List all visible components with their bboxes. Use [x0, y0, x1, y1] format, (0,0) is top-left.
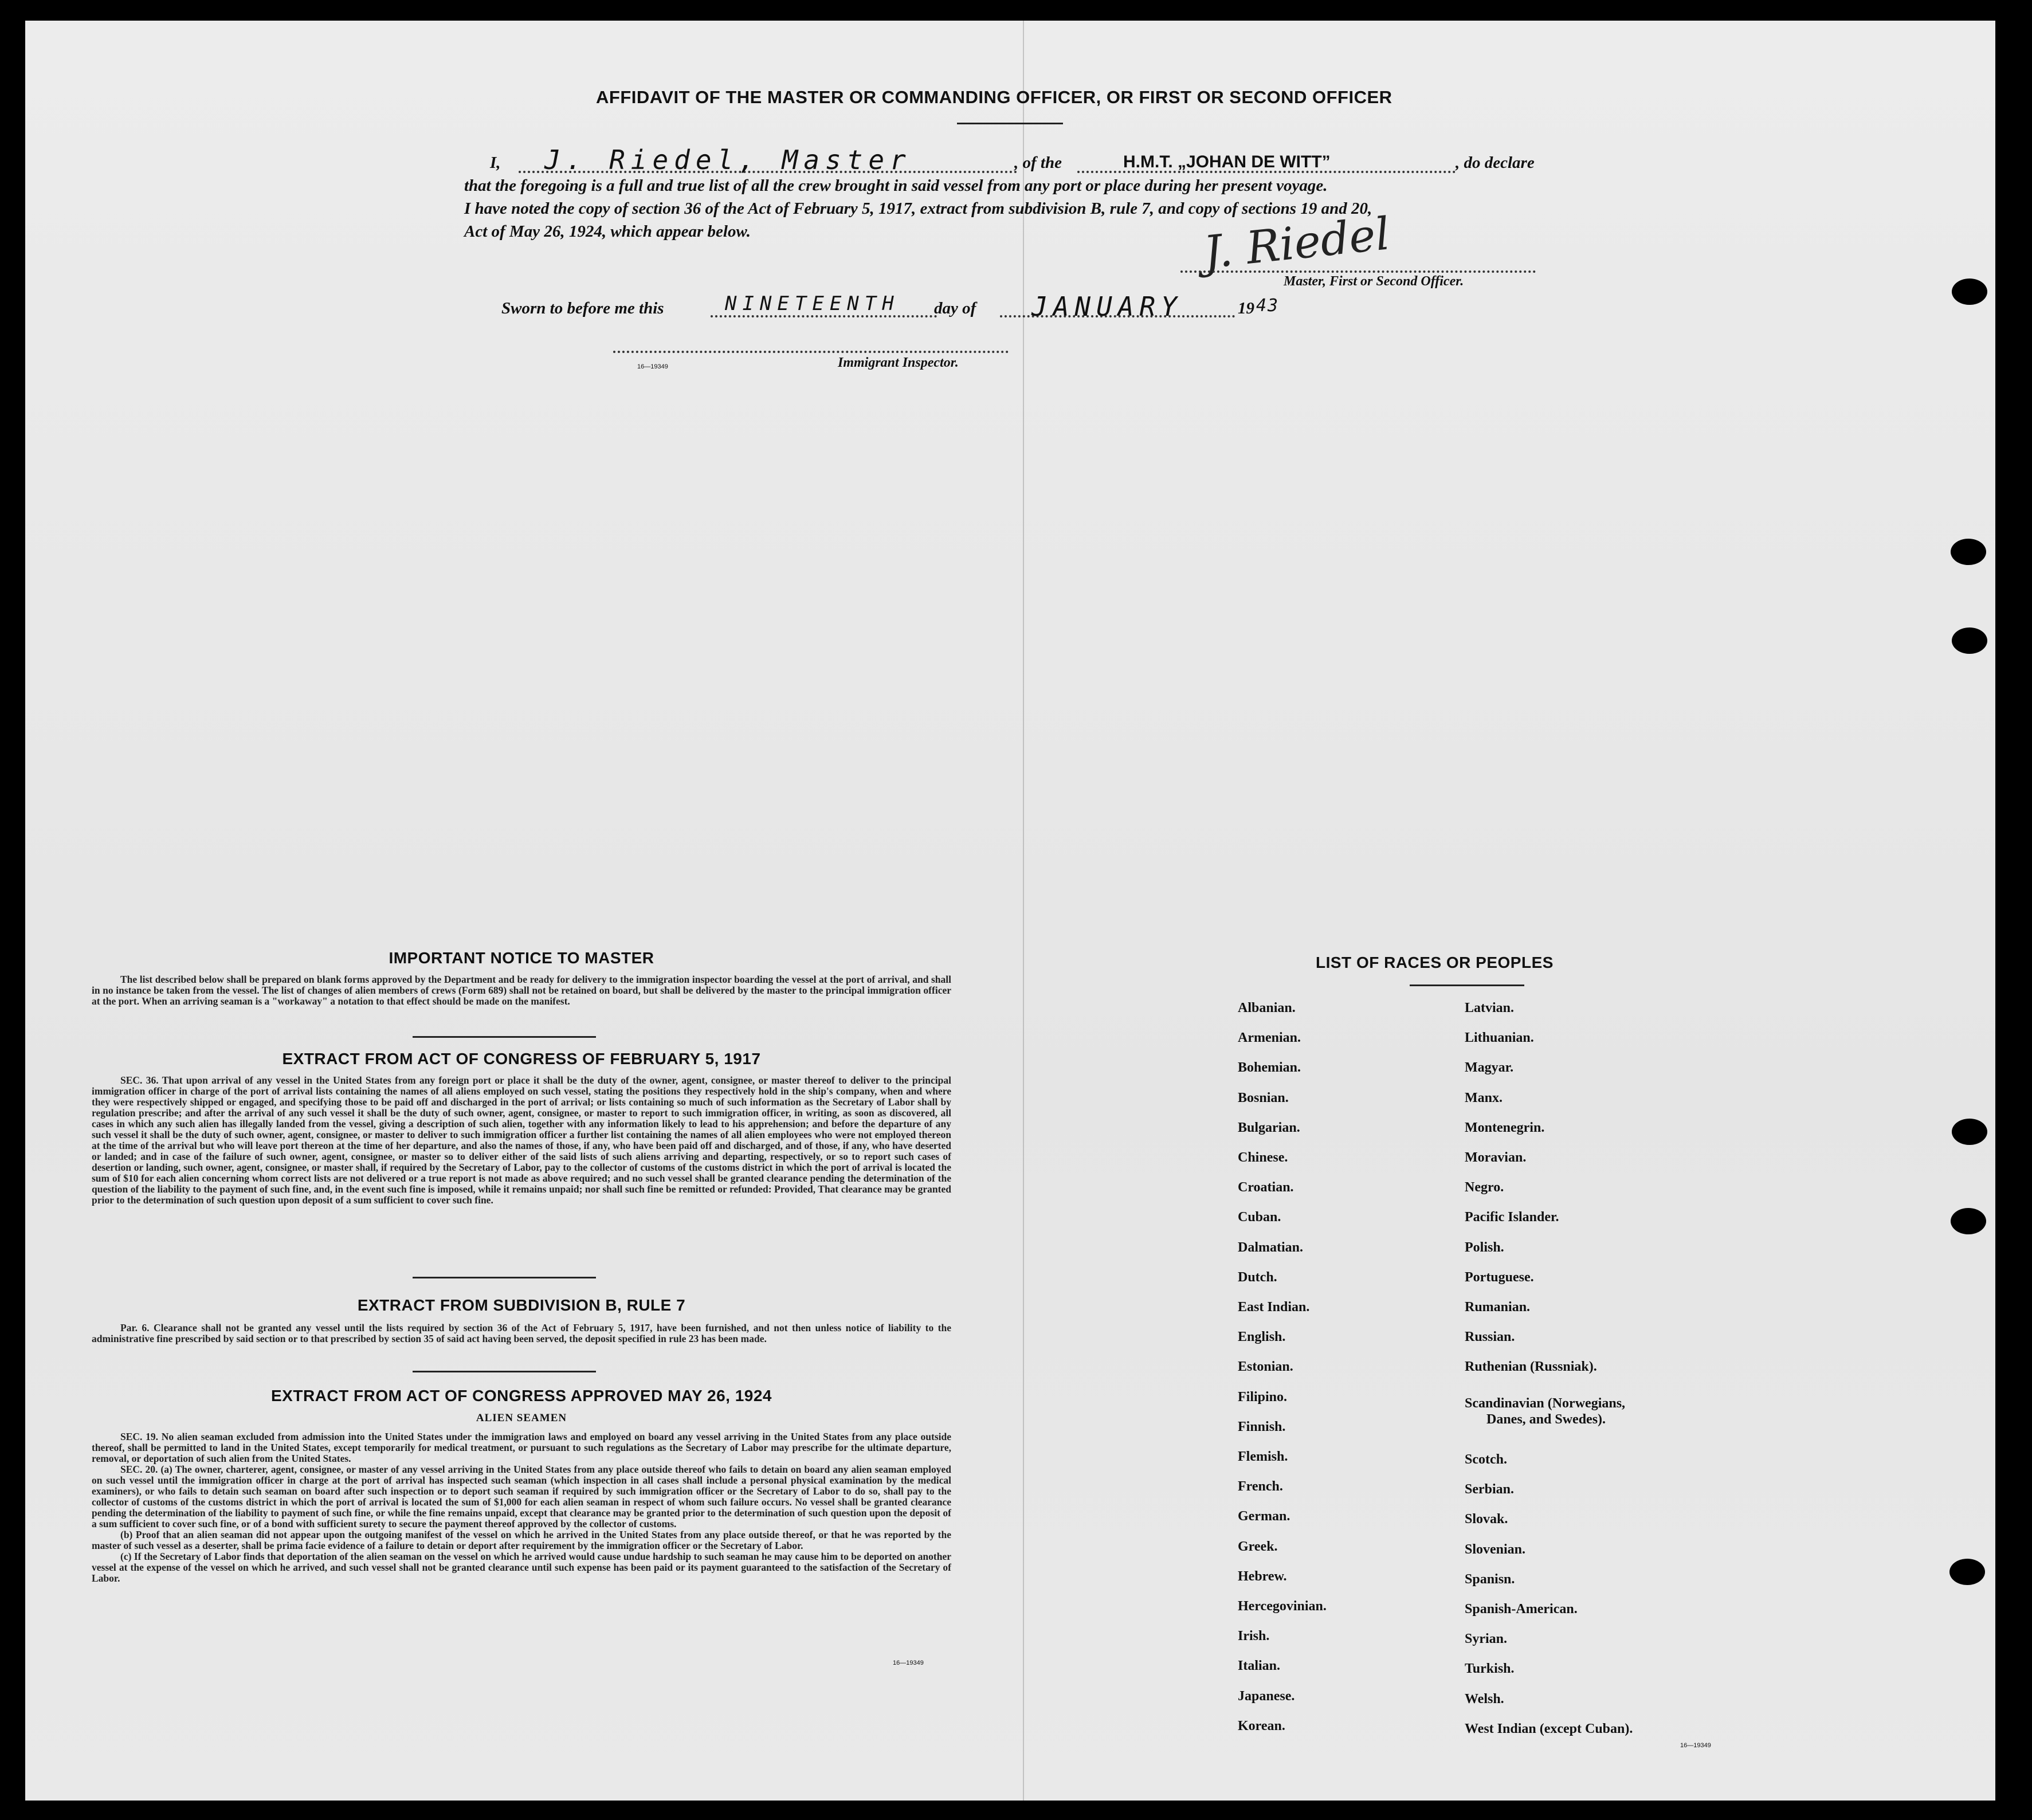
par-6-text: Par. 6. Clearance shall not be granted any vessel until the lists required by section 36 of the Act of February 5, 1917, have been furnished, and not then unless notice of liability to the administrative fine prescribed by said section or to that prescribed by section 35 of said act having been served, the deposit specified in rule 23 has been made. [92, 1322, 951, 1344]
vessel-name: H.M.T. „JOHAN DE WITT” [1123, 152, 1331, 171]
extract-rule7-title: EXTRACT FROM SUBDIVISION B, RULE 7 [357, 1296, 686, 1314]
extract-rule7-body [92, 1323, 951, 1344]
race-item: Estonian. [1238, 1359, 1293, 1375]
notice-body [92, 974, 951, 1007]
sec-20c-paragraph [92, 1551, 951, 1584]
race-item: Italian. [1238, 1658, 1281, 1674]
race-item: Hercegovinian. [1238, 1599, 1327, 1614]
race-item: Rumanian. [1465, 1300, 1531, 1315]
center-fold-line [1023, 21, 1024, 1801]
punch-hole-icon [1949, 1559, 1985, 1585]
affidavit-title: AFFIDAVIT OF THE MASTER OR COMMANDING OFFICER, OR FIRST OR SECOND OFFICER [596, 87, 1392, 107]
form-number: 16—19349 [893, 1660, 924, 1666]
signature-caption: Master, First or Second Officer. [1284, 274, 1464, 289]
race-item: Scandinavian (Norwegians, [1465, 1396, 1626, 1411]
year-prefix: 19 [1238, 299, 1254, 317]
divider [413, 1277, 596, 1278]
race-item: Bulgarian. [1238, 1120, 1300, 1135]
race-item: Russian. [1465, 1329, 1515, 1345]
sec-20c-text: (c) If the Secretary of Labor finds that deportation of the alien seaman on the vessel on which he arrived would cause undue hardship to such seaman he may cause him to be deported on another vessel at the expense of the vessel on which he arrived, and such vessel shall not be granted clearance until such expense has been paid or its payment guaranteed to the satisfaction of the Secretary of Labor. [92, 1551, 951, 1584]
race-item: Syrian. [1465, 1631, 1508, 1647]
form-number: 16—19349 [1680, 1742, 1711, 1749]
races-title: LIST OF RACES OR PEOPLES [1316, 954, 1554, 971]
race-item: Negro. [1465, 1180, 1504, 1195]
sec-20a-text: SEC. 20. (a) The owner, charterer, agent, consignee, or master of any vessel arriving in the United States from any place outside thereof who fails to detain on board any alien seaman employed on such vessel until the immigration officer in charge at the port of arrival has inspected such seaman (which inspection in all cases shall include a personal physical examination by the medical examiners), or who fails to detain such seaman on board after such inspection or to deport such seaman if required by such immigration officer or the Secretary of Labor to do so, shall pay to the collector of customs of the customs district in which the port of arrival is located the sum of $1,000 for each alien seaman in respect of whom such failure occurs. No vessel shall be granted clearance pending the determination of the liability to payment of such fine, or while the fine remains unpaid, except that clearance may be granted prior to the determination of such question upon the deposit of a sum sufficient to cover such fine, or of a bond with sufficient surety to secure the payment thereof approved by the collector of customs. [92, 1464, 951, 1529]
race-item: Portuguese. [1465, 1269, 1534, 1285]
sworn-label: Sworn to before me this [501, 299, 664, 317]
punch-hole-icon [1952, 627, 1987, 654]
divider [413, 1371, 596, 1372]
sworn-month-handwritten: JANUARY [1031, 291, 1183, 322]
sec-20b-paragraph [92, 1529, 951, 1551]
affidavit-line-3: I have noted the copy of section 36 of the Act of February 5, 1917, extract from subdivision B, rule 7, and copy of sections 19 and 20, [464, 199, 1372, 218]
day-blank-line [711, 315, 937, 317]
race-item: English. [1238, 1329, 1286, 1345]
signature-line [1180, 270, 1536, 273]
affidavit-line-4: Act of May 26, 1924, which appear below. [464, 222, 751, 241]
race-item: Finnish. [1238, 1419, 1286, 1434]
do-declare-label: , do declare [1456, 154, 1535, 172]
punch-hole-icon [1952, 279, 1987, 305]
section-36-text: SEC. 36. That upon arrival of any vessel in the United States from any foreign port or place it shall be the duty of the owner, agent, consignee, or master thereof to deliver to the principal immigration officer in charge of the port of arrival lists containing the names of all aliens employed on such vessel, stating the positions they respectively hold in the ship's company, when and where they were respectively shipped or engaged, and specifying those to be paid off and discharged in the port of arrival; or lists containing so much of such information as the Secretary of Labor shall by regulation prescribe; and after the arrival of any such vessel it shall be the duty of such owner, agent, consignee, or master to report to such immigration officer, in writing, as soon as discovered, all cases in which any such alien has illegally landed from the vessel, giving a description of such alien, together with any information likely to lead to his apprehension; and before the departure of any such vessel it shall be the duty of such owner, agent, consignee, or master to deliver to such immigration officer a further list containing the names of all alien employees who were not employed thereon at the time of the arrival but who will leave port thereon at the time of her departure, and also the names of those, if any, who have been paid off and discharged, and of those, if any, who have deserted or landed; and in case of the failure of such owner, agent, consignee, or master so to deliver either of the said lists of such aliens arriving and departing, respectively, or so to report such cases of desertion or landing, such owner, agent, consignee, or master shall, if required by the Secretary of Labor, pay to the collector of customs of the customs district in which the port of arrival is located the sum of $10 for each alien concerning whom correct lists are not delivered or a true report is not made as above required; and no such vessel shall be granted clearance pending the determination of the question of the liability to the payment of such fine, and, in the event such fine is imposed, while it remains unpaid; nor shall such fine be remitted or refunded: Provided, That clearance may be granted prior to the determination of such question upon deposit of a sum sufficient to cover such fine. [92, 1074, 951, 1206]
race-item: Lithuanian. [1465, 1030, 1534, 1046]
race-item: Dalmatian. [1238, 1240, 1303, 1255]
race-item: Hebrew. [1238, 1568, 1287, 1584]
race-item: Latvian. [1465, 1001, 1515, 1015]
race-item: Cuban. [1238, 1210, 1281, 1225]
affidavit-line-2: that the foregoing is a full and true list of all the crew brought in said vessel from any port or place during her present voyage. [464, 176, 1328, 195]
race-item: Albanian. [1238, 1001, 1296, 1015]
sec-19-paragraph [92, 1431, 951, 1464]
race-item: Pacific Islander. [1465, 1210, 1559, 1225]
race-item: Greek. [1238, 1539, 1278, 1554]
race-item: French. [1238, 1479, 1283, 1495]
inspector-signature-line [613, 351, 1009, 353]
race-item: Spanisn. [1465, 1571, 1515, 1587]
race-item: Bosnian. [1238, 1090, 1289, 1105]
sworn-day-handwritten: NINETEENTH [725, 292, 900, 315]
race-item: Slovenian. [1465, 1541, 1526, 1557]
sec-19-text: SEC. 19. No alien seaman excluded from admission into the United States under the immigration laws and employed on board any vessel arriving in the United States from any place outside thereof, shall be permitted to land in the United States, except temporarily for medical treatment, or pursuant to such regulations as the Secretary of Labor may prescribe for the ultimate departure, removal, or deportation of such alien from the United States. [92, 1431, 951, 1464]
race-item: Manx. [1465, 1090, 1503, 1105]
punch-hole-icon [1951, 1208, 1986, 1234]
race-item: Serbian. [1465, 1482, 1515, 1497]
race-item: Scotch. [1465, 1452, 1507, 1467]
extract-1924-title: EXTRACT FROM ACT OF CONGRESS APPROVED MAY 26, 1924 [271, 1387, 772, 1405]
sec-20a-paragraph [92, 1464, 951, 1529]
race-item: Welsh. [1465, 1691, 1504, 1707]
master-signature-handwritten: J. Riedel [1201, 208, 1392, 279]
race-item: Spanish-American. [1465, 1602, 1578, 1617]
extract-1917-body [92, 1075, 951, 1206]
divider [413, 1036, 596, 1038]
of-the-label: , of the [1014, 154, 1062, 172]
race-item: Danes, and Swedes). [1486, 1412, 1606, 1427]
race-item: Bohemian. [1238, 1060, 1301, 1076]
race-item: Croatian. [1238, 1180, 1294, 1195]
race-item: Slovak. [1465, 1512, 1508, 1527]
notice-text: The list described below shall be prepared on blank forms approved by the Department and be ready for delivery to the immigration inspector boarding the vessel at the port of arrival, and shall in no instance be taken from the vessel. The list of changes of alien members of crews (Form 689) shall not be retained on board, but shall be delivered by the master to the principal immigration officer at the port. When an arriving seaman is a "workaway" a notation to that effect should be made on the manifest. [92, 974, 951, 1007]
race-item: Japanese. [1238, 1688, 1295, 1704]
race-item: Irish. [1238, 1629, 1270, 1644]
divider [1410, 984, 1524, 986]
master-name-handwritten: J. Riedel, Master [544, 144, 912, 175]
year-handwritten: 43 [1256, 296, 1280, 316]
punch-hole-icon [1951, 539, 1986, 565]
extract-1924-body [92, 1431, 951, 1584]
race-item: Korean. [1238, 1718, 1285, 1733]
race-item: Magyar. [1465, 1060, 1514, 1076]
race-item: Moravian. [1465, 1150, 1527, 1165]
race-item: Chinese. [1238, 1150, 1288, 1165]
race-item: Dutch. [1238, 1269, 1277, 1285]
alien-seamen-subtitle: ALIEN SEAMEN [476, 1412, 567, 1424]
race-item: East Indian. [1238, 1300, 1310, 1315]
affidavit-i-label: I, [490, 154, 501, 172]
race-item: Turkish. [1465, 1661, 1515, 1677]
form-number: 16—19349 [637, 363, 668, 370]
race-item: Polish. [1465, 1240, 1504, 1255]
punch-hole-icon [1952, 1119, 1987, 1145]
notice-title: IMPORTANT NOTICE TO MASTER [389, 949, 654, 967]
race-item: Flemish. [1238, 1449, 1288, 1464]
race-item: Armenian. [1238, 1030, 1301, 1046]
inspector-caption: Immigrant Inspector. [838, 355, 959, 370]
divider [957, 123, 1063, 124]
race-item: Filipino. [1238, 1389, 1288, 1405]
race-item: German. [1238, 1509, 1290, 1524]
race-item: West Indian (except Cuban). [1465, 1721, 1633, 1736]
race-item: Montenegrin. [1465, 1120, 1545, 1135]
race-item: Ruthenian (Russniak). [1465, 1359, 1597, 1375]
sec-20b-text: (b) Proof that an alien seaman did not appear upon the outgoing manifest of the vessel on which he arrived in the United States from any place outside thereof, or that he was reported by the master of such vessel as a deserter, shall be prima facie evidence of a failure to detain or deport after requirement by the immigration officer or the Secretary of Labor. [92, 1529, 951, 1551]
day-of-label: day of [934, 299, 976, 317]
extract-1917-title: EXTRACT FROM ACT OF CONGRESS OF FEBRUARY 5, 1917 [282, 1050, 761, 1068]
